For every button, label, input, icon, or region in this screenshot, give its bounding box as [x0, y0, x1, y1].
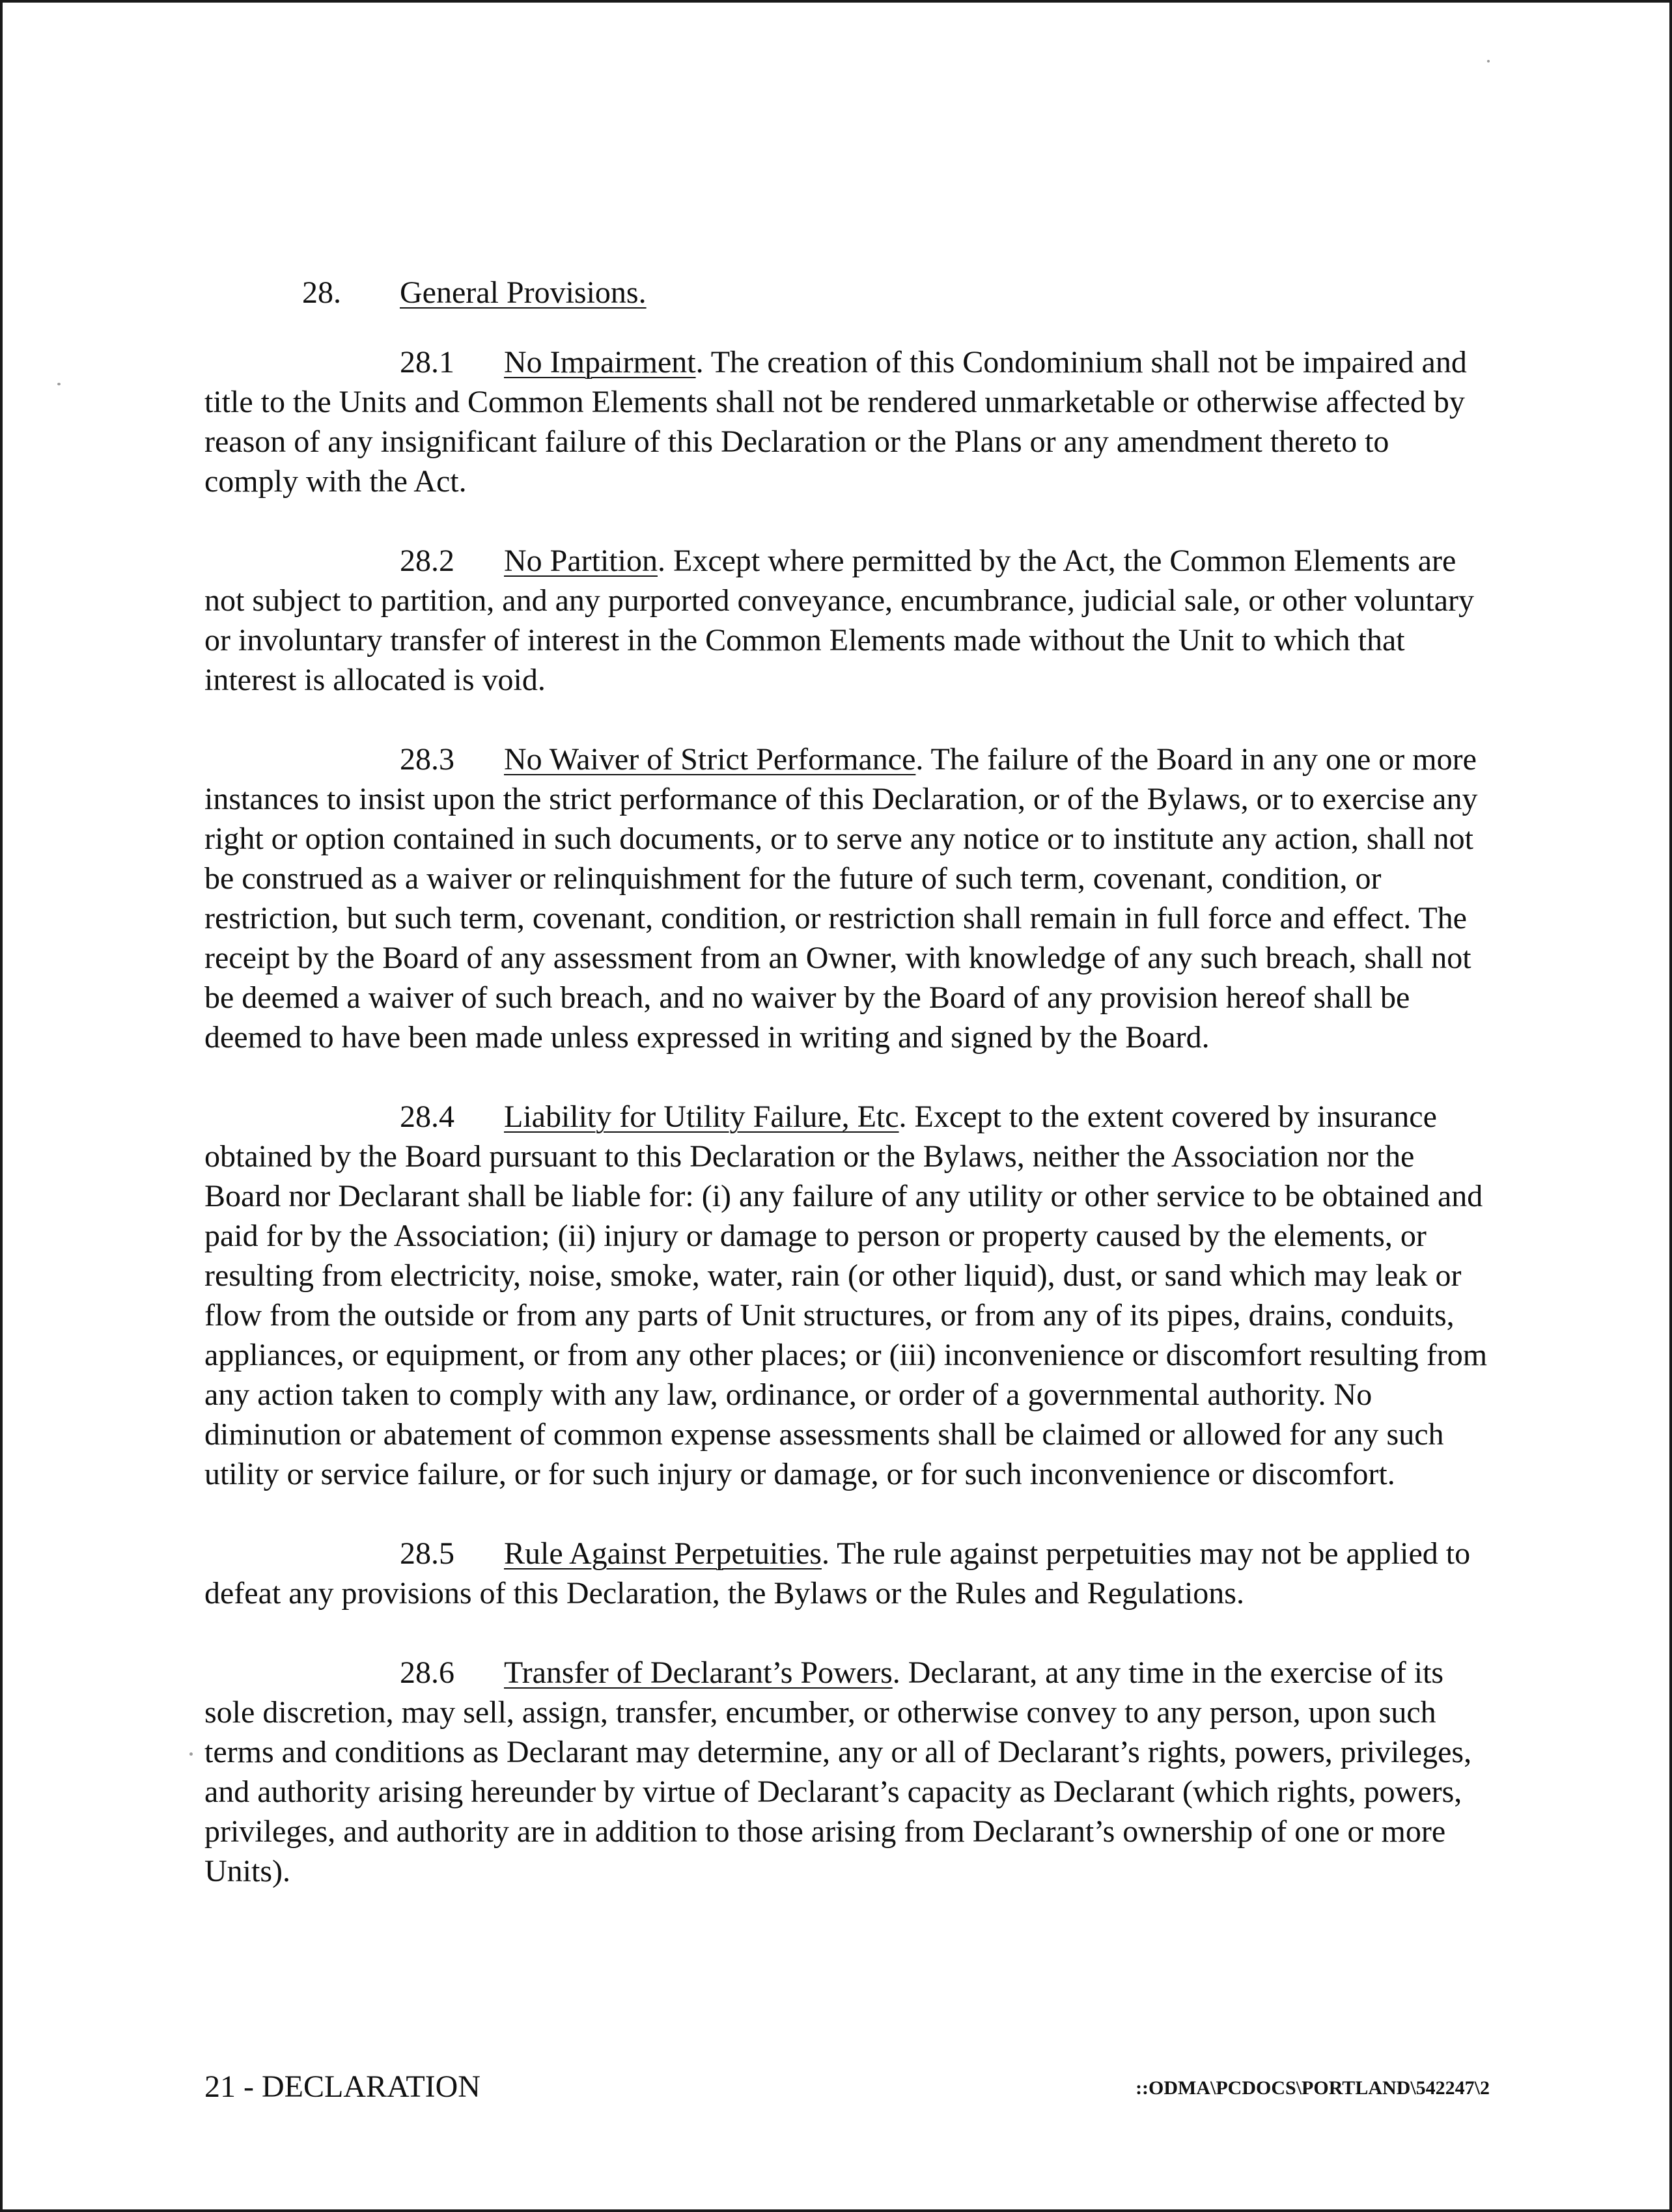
paragraph-28-1 [204, 342, 1490, 501]
paragraph-number: 28.2 [400, 544, 454, 578]
paragraph-title: No Partition [504, 544, 658, 578]
paragraph-body: . The creation of this Condominium shall not be impaired and title to the Units and Common Elements shall not be rendered unmarketable or otherwise affected by reason of any insignificant failure of this Declaration or the Plans or any amendment thereto to comply with the Act. [204, 345, 1467, 499]
footer-document-path: ::ODMA\PCDOCS\PORTLAND\542247\2 [1136, 2077, 1490, 2099]
paragraph-number: 28.4 [400, 1099, 454, 1134]
paragraph-28-5 [204, 1534, 1490, 1613]
paragraph-number: 28.3 [400, 742, 454, 777]
document-body [204, 273, 1490, 1931]
paragraph-body: . Except where permitted by the Act, the Common Elements are not subject to partition, and any purported conveyance, encumbrance, judicial sale, or other voluntary or involuntary transfer of interest in the Common Elements made without the Unit to which that interest is allocated is void. [204, 544, 1474, 697]
scan-speck [189, 1752, 193, 1756]
section-title: General Provisions. [400, 275, 647, 310]
paragraph-28-4 [204, 1097, 1490, 1494]
paragraph-28-6 [204, 1653, 1490, 1891]
paragraph-number: 28.1 [400, 345, 454, 380]
section-number: 28. [302, 275, 341, 310]
paragraph-number: 28.5 [400, 1536, 454, 1571]
scan-speck [1487, 60, 1490, 62]
paragraph-title: Transfer of Declarant’s Powers [504, 1655, 893, 1690]
paragraph-body: . The rule against perpetuities may not be applied to defeat any provisions of this Declaration, the Bylaws or the Rules and Regulations. [204, 1536, 1471, 1611]
paragraph-28-3 [204, 740, 1490, 1057]
paragraph-body: . The failure of the Board in any one or more instances to insist upon the strict performance of this Declaration, or of the Bylaws, or to exercise any right or option contained in such documents, or to serve any notice or to institute any action, shall not be construed as a waiver or relinquishment for the future of such term, covenant, condition, or restriction, but such term, covenant, condition, or restriction shall remain in full force and effect. The receipt by the Board of any assessment from an Owner, with knowledge of any such breach, shall not be deemed a waiver of such breach, and no waiver by the Board of any provision hereof shall be deemed to have been made unless expressed in writing and signed by the Board. [204, 742, 1478, 1055]
scan-speck [57, 383, 61, 385]
footer-page-label: 21 - DECLARATION [204, 2069, 481, 2104]
paragraph-title: No Waiver of Strict Performance [504, 742, 916, 777]
paragraph-body: . Declarant, at any time in the exercise of its sole discretion, may sell, assign, transfer, encumber, or otherwise convey to any person, upon such terms and conditions as Declarant may determine, any or all of Declarant’s rights, powers, privileges, and authority arising hereunder by virtue of Declarant’s capacity as Declarant (which rights, powers, privileges, and authority are in addition to those arising from Declarant’s ownership of one or more Units). [204, 1655, 1472, 1888]
paragraph-title: Liability for Utility Failure, Etc [504, 1099, 899, 1134]
paragraph-28-2 [204, 541, 1490, 700]
section-heading [204, 273, 1490, 312]
paragraph-number: 28.6 [400, 1655, 454, 1690]
paragraph-body: . Except to the extent covered by insurance obtained by the Board pursuant to this Declaration or the Bylaws, neither the Association nor the Board nor Declarant shall be liable for: (i) any failure of any utility or other service to be obtained and paid for by the Association; (ii) injury or damage to person or property caused by the elements, or resulting from electricity, noise, smoke, water, rain (or other liquid), dust, or sand which may leak or flow from the outside or from any parts of Unit structures, or from any of its pipes, drains, conduits, appliances, or equipment, or from any other places; or (iii) inconvenience or discomfort resulting from any action taken to comply with any law, ordinance, or order of a governmental authority. No diminution or abatement of common expense assessments shall be claimed or allowed for any such utility or service failure, or for such injury or damage, or for such inconvenience or discomfort. [204, 1099, 1488, 1491]
paragraph-title: Rule Against Perpetuities [504, 1536, 822, 1571]
paragraph-title: No Impairment [504, 345, 696, 380]
